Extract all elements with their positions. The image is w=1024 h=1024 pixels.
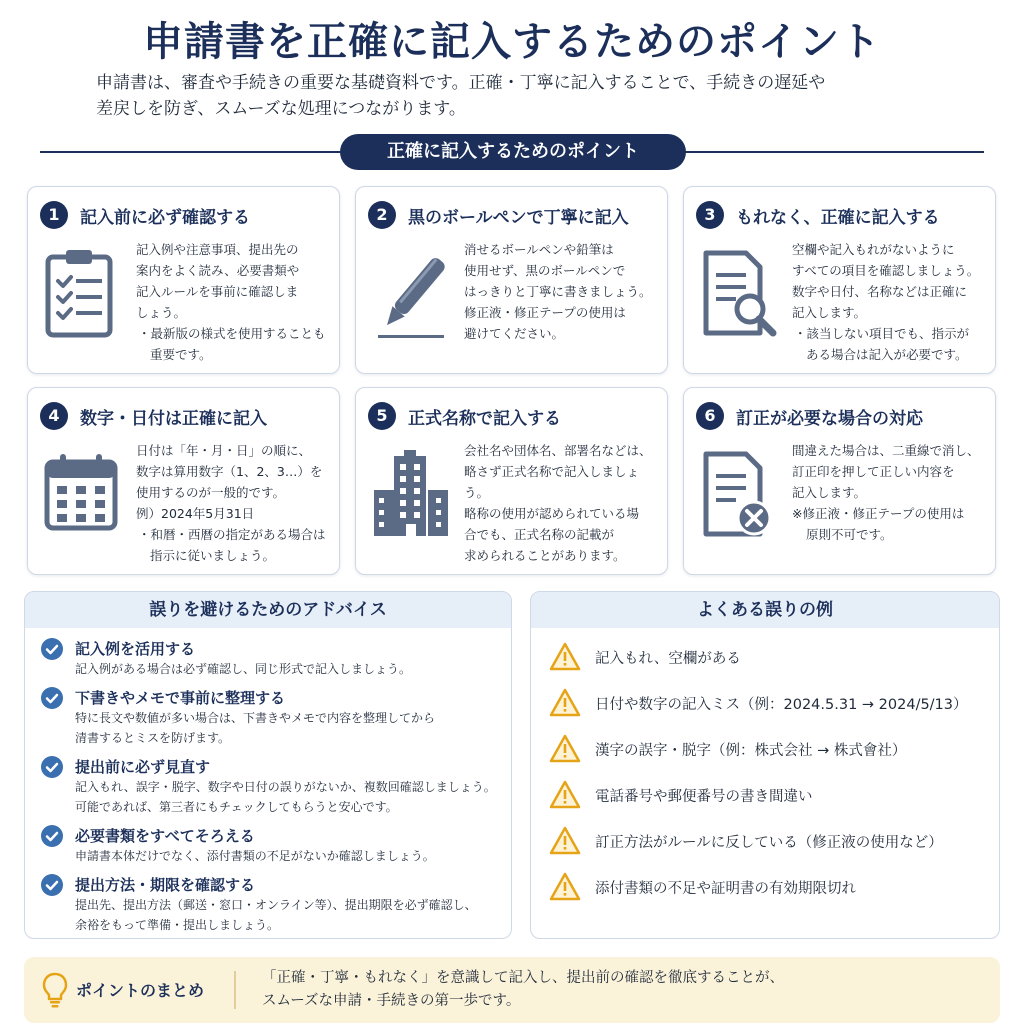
- clipboard-checklist-icon: [42, 245, 124, 343]
- error-item: 添付書類の不足や証明書の有効期限切れ: [549, 872, 989, 902]
- document-search-icon: [698, 245, 780, 343]
- card-body: 日付は「年・月・日」の順に、 数字は算用数字（1、2、3…）を 使用するのが一般的です。 例）2024年5月31日 ・和暦・西暦の指定がある場合は 指示に従いましょう。: [136, 440, 331, 566]
- intro-text: 申請書は、審査や手続きの重要な基礎資料です。正確・丁寧に記入することで、手続きの遅延や 差戻しを防ぎ、スムーズな処理につながります。: [96, 73, 826, 119]
- point-card-3: [683, 186, 996, 374]
- warning-icon: [549, 872, 581, 901]
- pen-icon: [370, 245, 452, 343]
- point-card-4: [27, 387, 340, 575]
- errors-heading: よくある誤りの例: [531, 592, 999, 628]
- card-body: 間違えた場合は、二重線で消し、 訂正印を押して正しい内容を 記入します。 ※修正液・修正テープの使用は 原則不可です。: [792, 443, 980, 542]
- card-note: ・最新版の様式を使用することも 重要です。: [138, 326, 326, 362]
- card-title: 数字・日付は正確に記入: [80, 408, 267, 429]
- card-note: ・該当しない項目でも、指示が ある場合は記入が必要です。: [794, 326, 970, 362]
- check-circle-icon: [41, 825, 63, 847]
- page-title: 申請書を正確に記入するためのポイント: [143, 19, 881, 65]
- summary-box: [24, 957, 1000, 1023]
- card-title: 訂正が必要な場合の対応: [736, 408, 923, 429]
- point-card-2: [355, 186, 668, 374]
- card-number: 3: [696, 201, 724, 229]
- advice-heading: 誤りを避けるためのアドバイス: [25, 592, 511, 628]
- error-item: 日付や数字の記入ミス（例：2024.5.31 → 2024/5/13）: [549, 688, 989, 718]
- advice-panel: [24, 591, 512, 939]
- advice-item: 下書きやメモで事前に整理する 特に長文や数値が多い場合は、下書きやメモで内容を整理してから 清書するとミスを防げます。: [41, 687, 501, 747]
- point-card-6: [683, 387, 996, 575]
- card-title: 記入前に必ず確認する: [80, 207, 250, 228]
- error-item: 漢字の誤字・脱字（例：株式会社 → 株式會社）: [549, 734, 989, 764]
- warning-icon: [549, 688, 581, 717]
- advice-item: 記入例を活用する 記入例がある場合は必ず確認し、同じ形式で記入しましょう。: [41, 638, 501, 678]
- document-cancel-icon: [698, 446, 780, 544]
- check-circle-icon: [41, 756, 63, 778]
- card-title: もれなく、正確に記入する: [736, 207, 940, 228]
- advice-item: 提出前に必ず見直す 記入もれ、誤字・脱字、数字や日付の誤りがないか、複数回確認しましょう。 可能であれば、第三者にもチェックしてもらうと安心です。: [41, 756, 501, 816]
- point-card-1: [27, 186, 340, 374]
- card-body: 会社名や団体名、部署名などは、 略さず正式名称で記入しましょう。 略称の使用が認められている場 合でも、正式名称の記載が 求められることがあります。: [464, 443, 652, 563]
- card-number: 5: [368, 402, 396, 430]
- check-circle-icon: [41, 687, 63, 709]
- building-icon: [370, 446, 452, 544]
- error-item: 電話番号や郵便番号の書き間違い: [549, 780, 989, 810]
- card-number: 6: [696, 402, 724, 430]
- card-title: 黒のボールペンで丁寧に記入: [408, 207, 629, 228]
- card-body: 記入例や注意事項、提出先の 案内をよく読み、必要書類や 記入ルールを事前に確認しま しょう。 ・最新版の様式を使用することも 重要です。: [136, 239, 331, 365]
- advice-item: 提出方法・期限を確認する 提出先、提出方法（郵送・窓口・オンライン等）、提出期限を必ず確認し、 余裕をもって準備・提出しましょう。: [41, 874, 501, 934]
- warning-icon: [549, 642, 581, 671]
- point-card-5: [355, 387, 668, 575]
- warning-icon: [549, 734, 581, 763]
- section-banner: 正確に記入するためのポイント: [340, 134, 686, 170]
- warning-icon: [549, 826, 581, 855]
- warning-icon: [549, 780, 581, 809]
- lightbulb-icon: [42, 972, 68, 1008]
- error-item: 訂正方法がルールに反している（修正液の使用など）: [549, 826, 989, 856]
- summary-text: 「正確・丁寧・もれなく」を意識して記入し、提出前の確認を徹底することが、 スムーズな申請・手続きの第一歩です。: [262, 970, 784, 1009]
- card-note: ・和暦・西暦の指定がある場合は 指示に従いましょう。: [138, 527, 326, 563]
- card-number: 2: [368, 201, 396, 229]
- summary-label: ポイントのまとめ: [76, 981, 205, 1000]
- card-number: 1: [40, 201, 68, 229]
- summary-divider: [234, 971, 236, 1009]
- calendar-icon: [42, 446, 124, 544]
- error-item: 記入もれ、空欄がある: [549, 642, 989, 672]
- card-number: 4: [40, 402, 68, 430]
- card-title: 正式名称で記入する: [408, 408, 561, 429]
- advice-item: 必要書類をすべてそろえる 申請書本体だけでなく、添付書類の不足がないか確認しましょう。: [41, 825, 501, 865]
- card-body: 消せるボールペンや鉛筆は 使用せず、黒のボールペンで はっきりと丁寧に書きましょう。 修正液・修正テープの使用は 避けてください。: [464, 242, 652, 341]
- errors-panel: [530, 591, 1000, 939]
- card-body: 空欄や記入もれがないように すべての項目を確認しましょう。 数字や日付、名称などは正確に 記入します。 ・該当しない項目でも、指示が ある場合は記入が必要です。: [792, 239, 987, 365]
- check-circle-icon: [41, 874, 63, 896]
- check-circle-icon: [41, 638, 63, 660]
